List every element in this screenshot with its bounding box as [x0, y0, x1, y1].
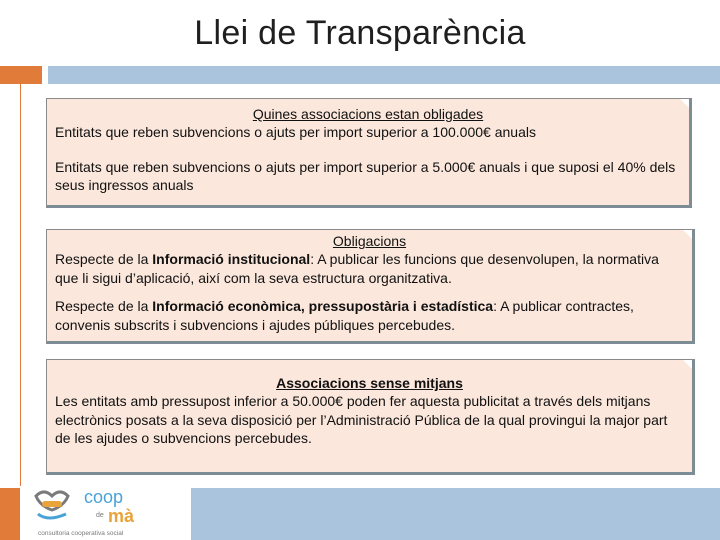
- logo-tagline: consultoria cooperativa social: [38, 530, 124, 537]
- box-text: Les entitats amb pressupost inferior a 50.000€ poden fer aquesta publicitat a través dels mitjans electrònics posats a la seva disposició per l’Administració Pública de la qual provingui la major part de les ajudes o subvencions percebudes.: [55, 393, 668, 447]
- criterion-1: Entitats que reben subvencions o ajuts per import superior a 100.000€ anuals: [55, 124, 536, 141]
- slide-title: Llei de Transparència: [194, 14, 526, 52]
- associations-without-means-box: [46, 359, 695, 475]
- obligation-title: Informació econòmica, pressupostària i estadística: [152, 298, 494, 315]
- obligation-text: : A publicar contractes, convenis subscrits i subvencions i ajudes públiques percebudes.: [55, 298, 634, 333]
- obliged-associations-box: [46, 98, 692, 208]
- obligation-title: Informació institucional: [152, 251, 311, 268]
- logo-word-small: de: [96, 512, 104, 519]
- box-heading: Quines associacions estan obligades: [252, 106, 484, 122]
- obligation-text: : A publicar les funcions que desenvolupen, la normativa que li sigui d’aplicació, així com la seva estructura organitzativa.: [55, 251, 659, 286]
- obligation-prefix: Respecte de la: [55, 251, 153, 268]
- title-accent-bar: [0, 66, 42, 84]
- logo-word-bottom: mà: [108, 506, 135, 526]
- logo-symbol: [36, 492, 68, 518]
- obligation-institutional: [55, 250, 684, 287]
- box-heading: Obligacions: [332, 233, 407, 249]
- obligation-economic: [55, 297, 684, 334]
- box-heading: Associacions sense mitjans: [276, 375, 463, 391]
- title-bar: [48, 66, 720, 84]
- coop-de-ma-logo: [24, 484, 184, 538]
- criterion-2: Entitats que reben subvencions o ajuts per import superior a 5.000€ anuals i que suposi el 40% dels seus ingressos anuals: [55, 158, 676, 194]
- left-rule: [20, 84, 21, 486]
- logo-word-top: coop: [84, 487, 124, 507]
- obligations-box: [46, 229, 695, 344]
- footer-accent-bar: [0, 488, 20, 540]
- obligation-prefix: Respecte de la: [55, 298, 153, 315]
- footer-bar: [191, 488, 720, 540]
